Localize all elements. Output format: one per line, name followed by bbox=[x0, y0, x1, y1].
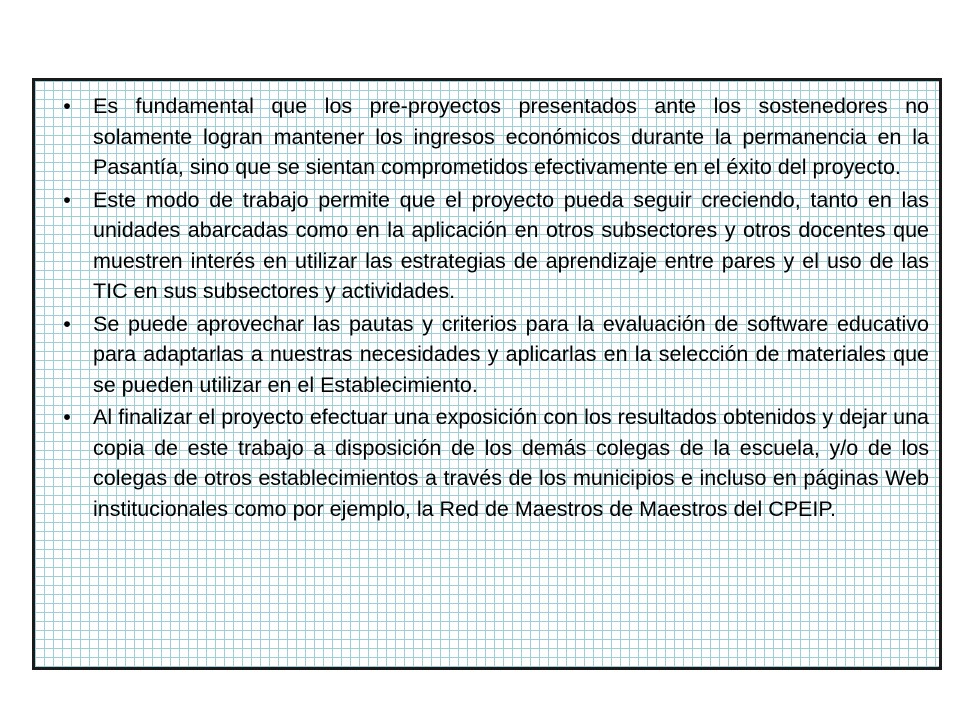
bullet-text: Se puede aprovechar las pautas y criterios para la evaluación de software educativo para adaptarlas a nuestras necesidades y aplicarlas en la selección de materiales que se pueden utilizar en el Establecimiento. bbox=[93, 311, 929, 397]
bullet-item bbox=[51, 185, 929, 307]
text-box bbox=[32, 78, 942, 670]
bullet-icon: • bbox=[63, 405, 71, 429]
bullet-text: Este modo de trabajo permite que el proyecto pueda seguir creciendo, tanto en las unidades abarcadas como en la aplicación en otros subsectores y otros docentes que muestren interés en utilizar las estrategias de aprendizaje entre pares y el uso de las TIC en sus subsectores y actividades. bbox=[93, 187, 929, 303]
bullet-text: Al finalizar el proyecto efectuar una exposición con los resultados obtenidos y dejar una copia de este trabajo a disposición de los demás colegas de la escuela, y/o de los colegas de otros establecimientos a través de los municipios e incluso en páginas Web institucionales como por ejemplo, la Red de Maestros de Maestros del CPEIP. bbox=[93, 405, 929, 521]
bullet-item bbox=[51, 91, 929, 183]
bullet-list bbox=[51, 91, 929, 524]
bullet-item bbox=[51, 309, 929, 401]
bullet-icon: • bbox=[63, 94, 71, 118]
bullet-item bbox=[51, 402, 929, 524]
bullet-icon: • bbox=[63, 311, 71, 336]
bullet-icon: • bbox=[63, 187, 71, 212]
bullet-text: Es fundamental que los pre-proyectos presentados ante los sostenedores no solamente logran mantener los ingresos económicos durante la permanencia en la Pasantía, sino que se sientan comprometidos efectivamente en el éxito del proyecto. bbox=[93, 94, 929, 179]
